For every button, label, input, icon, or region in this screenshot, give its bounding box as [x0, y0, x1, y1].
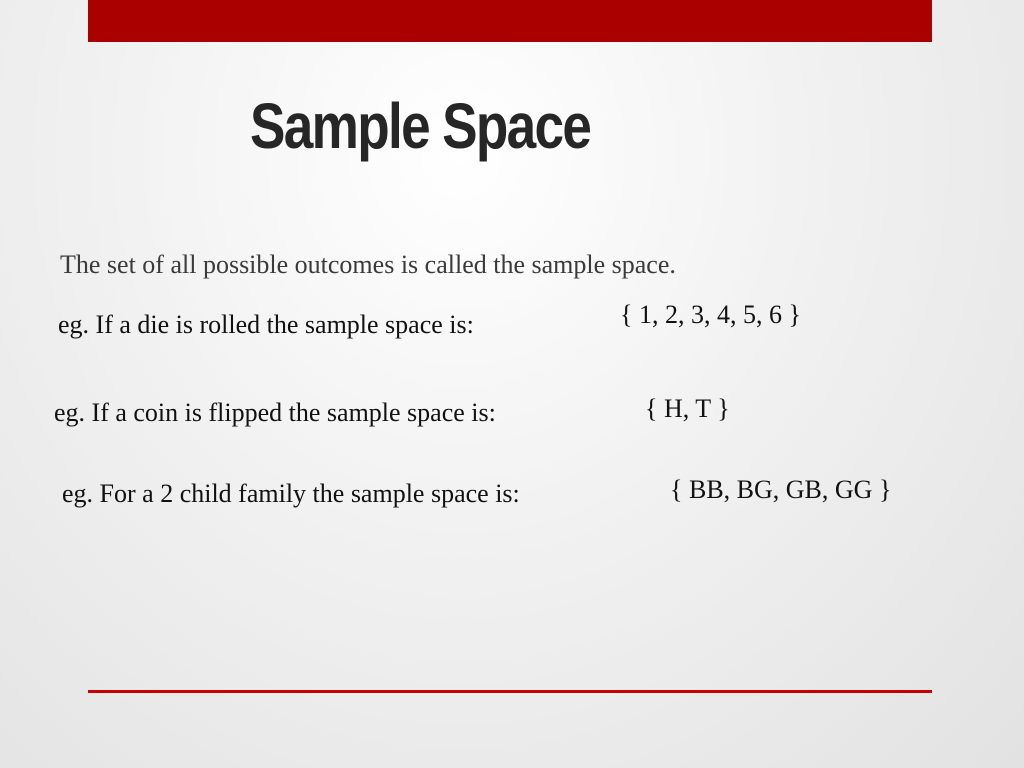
top-accent-bar	[88, 0, 932, 42]
bottom-accent-line	[88, 690, 932, 693]
example-die-label: eg. If a die is rolled the sample space is:	[58, 310, 474, 339]
example-family-label: eg. For a 2 child family the sample space is:	[62, 479, 520, 508]
example-coin-sample-space: { H, T }	[645, 394, 730, 423]
example-die-sample-space: { 1, 2, 3, 4, 5, 6 }	[620, 300, 801, 329]
example-family-sample-space: { BB, BG, GB, GG }	[670, 475, 892, 504]
definition-text: The set of all possible outcomes is called the sample space.	[60, 250, 676, 279]
slide-title: Sample Space	[250, 90, 591, 162]
example-coin-label: eg. If a coin is flipped the sample space is:	[54, 398, 496, 427]
